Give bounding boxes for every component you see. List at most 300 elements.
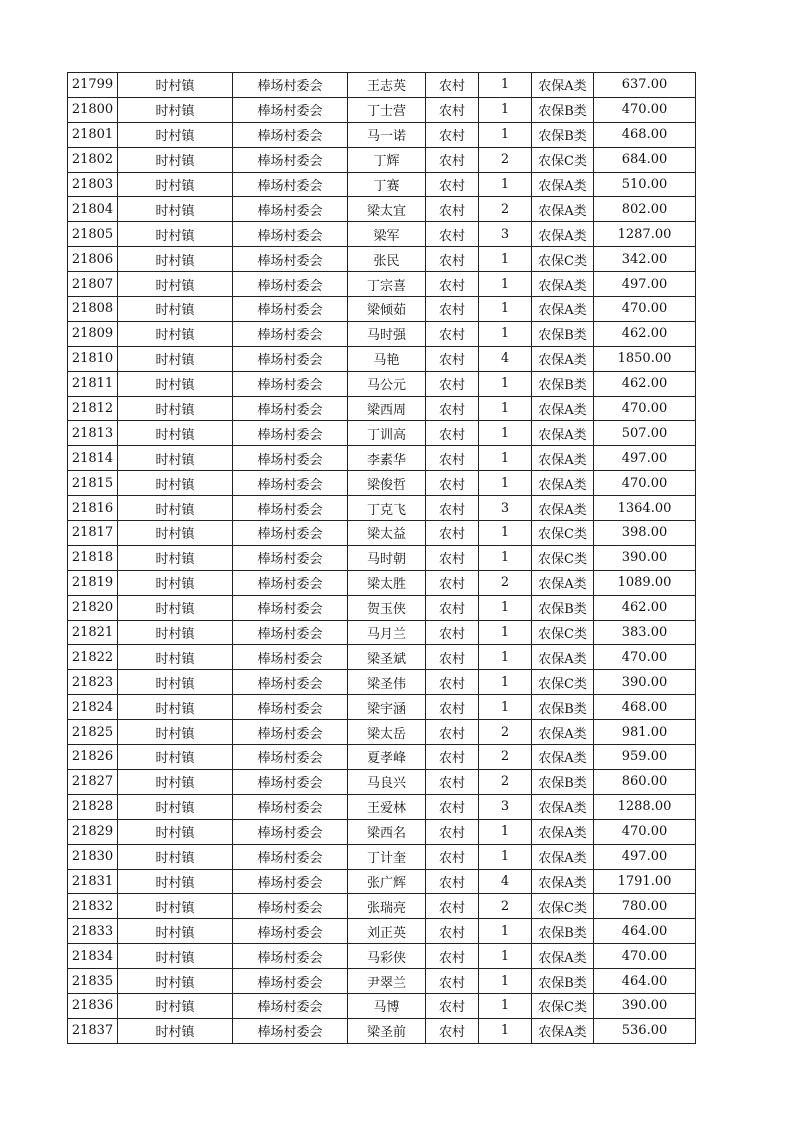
amount-cell: 510.00 bbox=[594, 172, 696, 197]
member-count-cell: 1 bbox=[479, 321, 532, 346]
town-cell: 时村镇 bbox=[118, 122, 233, 147]
person-name-cell: 丁辉 bbox=[348, 147, 426, 172]
person-name-cell: 梁圣前 bbox=[348, 1018, 426, 1043]
member-count-cell: 2 bbox=[479, 197, 532, 222]
member-count-cell: 1 bbox=[479, 272, 532, 297]
record-id-cell: 21832 bbox=[68, 894, 118, 919]
town-cell: 时村镇 bbox=[118, 645, 233, 670]
town-cell: 时村镇 bbox=[118, 346, 233, 371]
table-row bbox=[68, 521, 696, 546]
table-row bbox=[68, 595, 696, 620]
household-type-cell: 农村 bbox=[426, 844, 479, 869]
member-count-cell: 1 bbox=[479, 695, 532, 720]
household-type-cell: 农村 bbox=[426, 570, 479, 595]
person-name-cell: 马公元 bbox=[348, 371, 426, 396]
amount-cell: 462.00 bbox=[594, 595, 696, 620]
table-row bbox=[68, 247, 696, 272]
insurance-category-cell: 农保A类 bbox=[532, 570, 594, 595]
record-id-cell: 21820 bbox=[68, 595, 118, 620]
insurance-category-cell: 农保B类 bbox=[532, 371, 594, 396]
person-name-cell: 马彩侠 bbox=[348, 944, 426, 969]
town-cell: 时村镇 bbox=[118, 969, 233, 994]
amount-cell: 860.00 bbox=[594, 769, 696, 794]
town-cell: 时村镇 bbox=[118, 272, 233, 297]
person-name-cell: 丁赛 bbox=[348, 172, 426, 197]
person-name-cell: 梁太宜 bbox=[348, 197, 426, 222]
insurance-category-cell: 农保A类 bbox=[532, 197, 594, 222]
person-name-cell: 马良兴 bbox=[348, 769, 426, 794]
table-row bbox=[68, 272, 696, 297]
table-row bbox=[68, 371, 696, 396]
record-id-cell: 21799 bbox=[68, 73, 118, 98]
village-committee-cell: 棒场村委会 bbox=[233, 321, 348, 346]
member-count-cell: 1 bbox=[479, 521, 532, 546]
insurance-category-cell: 农保B类 bbox=[532, 122, 594, 147]
village-committee-cell: 棒场村委会 bbox=[233, 869, 348, 894]
member-count-cell: 1 bbox=[479, 645, 532, 670]
household-type-cell: 农村 bbox=[426, 147, 479, 172]
household-type-cell: 农村 bbox=[426, 471, 479, 496]
member-count-cell: 3 bbox=[479, 496, 532, 521]
town-cell: 时村镇 bbox=[118, 620, 233, 645]
amount-cell: 464.00 bbox=[594, 919, 696, 944]
insurance-category-cell: 农保A类 bbox=[532, 720, 594, 745]
household-type-cell: 农村 bbox=[426, 297, 479, 322]
amount-cell: 390.00 bbox=[594, 545, 696, 570]
amount-cell: 1287.00 bbox=[594, 222, 696, 247]
member-count-cell: 1 bbox=[479, 819, 532, 844]
person-name-cell: 丁计奎 bbox=[348, 844, 426, 869]
amount-cell: 497.00 bbox=[594, 446, 696, 471]
record-id-cell: 21803 bbox=[68, 172, 118, 197]
insurance-category-cell: 农保A类 bbox=[532, 272, 594, 297]
village-committee-cell: 棒场村委会 bbox=[233, 620, 348, 645]
member-count-cell: 1 bbox=[479, 944, 532, 969]
insurance-category-cell: 农保C类 bbox=[532, 521, 594, 546]
member-count-cell: 1 bbox=[479, 620, 532, 645]
household-type-cell: 农村 bbox=[426, 720, 479, 745]
household-type-cell: 农村 bbox=[426, 73, 479, 98]
village-committee-cell: 棒场村委会 bbox=[233, 993, 348, 1018]
record-id-cell: 21818 bbox=[68, 545, 118, 570]
household-type-cell: 农村 bbox=[426, 894, 479, 919]
insurance-category-cell: 农保C类 bbox=[532, 247, 594, 272]
person-name-cell: 梁圣伟 bbox=[348, 670, 426, 695]
record-id-cell: 21813 bbox=[68, 421, 118, 446]
member-count-cell: 3 bbox=[479, 794, 532, 819]
member-count-cell: 1 bbox=[479, 919, 532, 944]
household-type-cell: 农村 bbox=[426, 521, 479, 546]
member-count-cell: 2 bbox=[479, 570, 532, 595]
village-committee-cell: 棒场村委会 bbox=[233, 97, 348, 122]
village-committee-cell: 棒场村委会 bbox=[233, 944, 348, 969]
insurance-category-cell: 农保A类 bbox=[532, 172, 594, 197]
household-type-cell: 农村 bbox=[426, 197, 479, 222]
table-row bbox=[68, 321, 696, 346]
town-cell: 时村镇 bbox=[118, 446, 233, 471]
household-type-cell: 农村 bbox=[426, 769, 479, 794]
record-id-cell: 21822 bbox=[68, 645, 118, 670]
member-count-cell: 2 bbox=[479, 147, 532, 172]
record-id-cell: 21826 bbox=[68, 745, 118, 770]
town-cell: 时村镇 bbox=[118, 944, 233, 969]
household-type-cell: 农村 bbox=[426, 919, 479, 944]
household-type-cell: 农村 bbox=[426, 272, 479, 297]
person-name-cell: 张瑞亮 bbox=[348, 894, 426, 919]
table-row bbox=[68, 222, 696, 247]
household-type-cell: 农村 bbox=[426, 944, 479, 969]
table-row bbox=[68, 396, 696, 421]
record-id-cell: 21806 bbox=[68, 247, 118, 272]
insurance-category-cell: 农保C类 bbox=[532, 894, 594, 919]
town-cell: 时村镇 bbox=[118, 894, 233, 919]
village-committee-cell: 棒场村委会 bbox=[233, 371, 348, 396]
insurance-category-cell: 农保A类 bbox=[532, 496, 594, 521]
record-id-cell: 21824 bbox=[68, 695, 118, 720]
household-type-cell: 农村 bbox=[426, 321, 479, 346]
table-row bbox=[68, 545, 696, 570]
table-row bbox=[68, 819, 696, 844]
village-committee-cell: 棒场村委会 bbox=[233, 1018, 348, 1043]
member-count-cell: 1 bbox=[479, 1018, 532, 1043]
village-committee-cell: 棒场村委会 bbox=[233, 421, 348, 446]
village-committee-cell: 棒场村委会 bbox=[233, 247, 348, 272]
table-row bbox=[68, 346, 696, 371]
amount-cell: 637.00 bbox=[594, 73, 696, 98]
person-name-cell: 丁宗喜 bbox=[348, 272, 426, 297]
village-committee-cell: 棒场村委会 bbox=[233, 446, 348, 471]
household-type-cell: 农村 bbox=[426, 446, 479, 471]
amount-cell: 390.00 bbox=[594, 670, 696, 695]
village-committee-cell: 棒场村委会 bbox=[233, 919, 348, 944]
town-cell: 时村镇 bbox=[118, 844, 233, 869]
amount-cell: 470.00 bbox=[594, 97, 696, 122]
amount-cell: 390.00 bbox=[594, 993, 696, 1018]
amount-cell: 383.00 bbox=[594, 620, 696, 645]
amount-cell: 398.00 bbox=[594, 521, 696, 546]
town-cell: 时村镇 bbox=[118, 371, 233, 396]
record-id-cell: 21815 bbox=[68, 471, 118, 496]
village-committee-cell: 棒场村委会 bbox=[233, 720, 348, 745]
table-row bbox=[68, 620, 696, 645]
town-cell: 时村镇 bbox=[118, 496, 233, 521]
town-cell: 时村镇 bbox=[118, 819, 233, 844]
amount-cell: 684.00 bbox=[594, 147, 696, 172]
town-cell: 时村镇 bbox=[118, 421, 233, 446]
person-name-cell: 张民 bbox=[348, 247, 426, 272]
village-committee-cell: 棒场村委会 bbox=[233, 819, 348, 844]
record-id-cell: 21808 bbox=[68, 297, 118, 322]
table-row bbox=[68, 670, 696, 695]
member-count-cell: 1 bbox=[479, 670, 532, 695]
household-type-cell: 农村 bbox=[426, 869, 479, 894]
village-committee-cell: 棒场村委会 bbox=[233, 670, 348, 695]
insurance-category-cell: 农保B类 bbox=[532, 97, 594, 122]
table-row bbox=[68, 446, 696, 471]
member-count-cell: 3 bbox=[479, 222, 532, 247]
insurance-category-cell: 农保B类 bbox=[532, 969, 594, 994]
village-committee-cell: 棒场村委会 bbox=[233, 471, 348, 496]
household-type-cell: 农村 bbox=[426, 172, 479, 197]
member-count-cell: 1 bbox=[479, 122, 532, 147]
amount-cell: 342.00 bbox=[594, 247, 696, 272]
insurance-category-cell: 农保A类 bbox=[532, 297, 594, 322]
town-cell: 时村镇 bbox=[118, 73, 233, 98]
amount-cell: 462.00 bbox=[594, 321, 696, 346]
village-committee-cell: 棒场村委会 bbox=[233, 595, 348, 620]
table-row bbox=[68, 869, 696, 894]
member-count-cell: 1 bbox=[479, 545, 532, 570]
amount-cell: 507.00 bbox=[594, 421, 696, 446]
record-id-cell: 21807 bbox=[68, 272, 118, 297]
insurance-category-cell: 农保A类 bbox=[532, 869, 594, 894]
person-name-cell: 梁军 bbox=[348, 222, 426, 247]
record-id-cell: 21830 bbox=[68, 844, 118, 869]
insurance-category-cell: 农保C类 bbox=[532, 670, 594, 695]
person-name-cell: 丁训高 bbox=[348, 421, 426, 446]
village-committee-cell: 棒场村委会 bbox=[233, 73, 348, 98]
table-row bbox=[68, 695, 696, 720]
insurance-category-cell: 农保A类 bbox=[532, 844, 594, 869]
person-name-cell: 梁太益 bbox=[348, 521, 426, 546]
member-count-cell: 1 bbox=[479, 969, 532, 994]
insurance-category-cell: 农保B类 bbox=[532, 321, 594, 346]
table-row bbox=[68, 122, 696, 147]
record-id-cell: 21800 bbox=[68, 97, 118, 122]
town-cell: 时村镇 bbox=[118, 869, 233, 894]
village-committee-cell: 棒场村委会 bbox=[233, 147, 348, 172]
record-id-cell: 21828 bbox=[68, 794, 118, 819]
amount-cell: 470.00 bbox=[594, 819, 696, 844]
table-row bbox=[68, 745, 696, 770]
household-type-cell: 农村 bbox=[426, 595, 479, 620]
amount-cell: 959.00 bbox=[594, 745, 696, 770]
person-name-cell: 刘正英 bbox=[348, 919, 426, 944]
household-type-cell: 农村 bbox=[426, 396, 479, 421]
table-row bbox=[68, 794, 696, 819]
village-committee-cell: 棒场村委会 bbox=[233, 769, 348, 794]
person-name-cell: 尹翠兰 bbox=[348, 969, 426, 994]
record-id-cell: 21834 bbox=[68, 944, 118, 969]
amount-cell: 1288.00 bbox=[594, 794, 696, 819]
person-name-cell: 梁西名 bbox=[348, 819, 426, 844]
member-count-cell: 1 bbox=[479, 73, 532, 98]
town-cell: 时村镇 bbox=[118, 521, 233, 546]
record-id-cell: 21809 bbox=[68, 321, 118, 346]
household-type-cell: 农村 bbox=[426, 371, 479, 396]
household-type-cell: 农村 bbox=[426, 819, 479, 844]
member-count-cell: 1 bbox=[479, 993, 532, 1018]
person-name-cell: 夏孝峰 bbox=[348, 745, 426, 770]
amount-cell: 470.00 bbox=[594, 645, 696, 670]
table-row bbox=[68, 421, 696, 446]
household-type-cell: 农村 bbox=[426, 346, 479, 371]
insurance-category-cell: 农保A类 bbox=[532, 222, 594, 247]
person-name-cell: 梁倾茹 bbox=[348, 297, 426, 322]
amount-cell: 462.00 bbox=[594, 371, 696, 396]
town-cell: 时村镇 bbox=[118, 570, 233, 595]
record-id-cell: 21814 bbox=[68, 446, 118, 471]
table-row bbox=[68, 993, 696, 1018]
person-name-cell: 马月兰 bbox=[348, 620, 426, 645]
town-cell: 时村镇 bbox=[118, 745, 233, 770]
town-cell: 时村镇 bbox=[118, 471, 233, 496]
town-cell: 时村镇 bbox=[118, 919, 233, 944]
person-name-cell: 马时强 bbox=[348, 321, 426, 346]
household-type-cell: 农村 bbox=[426, 496, 479, 521]
record-id-cell: 21825 bbox=[68, 720, 118, 745]
record-id-cell: 21819 bbox=[68, 570, 118, 595]
person-name-cell: 梁西周 bbox=[348, 396, 426, 421]
village-committee-cell: 棒场村委会 bbox=[233, 645, 348, 670]
village-committee-cell: 棒场村委会 bbox=[233, 496, 348, 521]
insurance-category-cell: 农保B类 bbox=[532, 919, 594, 944]
amount-cell: 1791.00 bbox=[594, 869, 696, 894]
person-name-cell: 梁太胜 bbox=[348, 570, 426, 595]
member-count-cell: 1 bbox=[479, 97, 532, 122]
village-committee-cell: 棒场村委会 bbox=[233, 894, 348, 919]
table-row bbox=[68, 471, 696, 496]
amount-cell: 470.00 bbox=[594, 396, 696, 421]
village-committee-cell: 棒场村委会 bbox=[233, 745, 348, 770]
insurance-category-cell: 农保A类 bbox=[532, 73, 594, 98]
record-id-cell: 21829 bbox=[68, 819, 118, 844]
table-row bbox=[68, 1018, 696, 1043]
amount-cell: 536.00 bbox=[594, 1018, 696, 1043]
household-type-cell: 农村 bbox=[426, 645, 479, 670]
village-committee-cell: 棒场村委会 bbox=[233, 969, 348, 994]
insurance-category-cell: 农保A类 bbox=[532, 645, 594, 670]
record-id-cell: 21805 bbox=[68, 222, 118, 247]
table-row bbox=[68, 73, 696, 98]
table-body bbox=[68, 73, 696, 1044]
member-count-cell: 1 bbox=[479, 446, 532, 471]
household-type-cell: 农村 bbox=[426, 620, 479, 645]
person-name-cell: 丁士营 bbox=[348, 97, 426, 122]
village-committee-cell: 棒场村委会 bbox=[233, 695, 348, 720]
record-id-cell: 21821 bbox=[68, 620, 118, 645]
table-row bbox=[68, 496, 696, 521]
member-count-cell: 1 bbox=[479, 844, 532, 869]
person-name-cell: 梁太岳 bbox=[348, 720, 426, 745]
town-cell: 时村镇 bbox=[118, 222, 233, 247]
insurance-category-cell: 农保A类 bbox=[532, 819, 594, 844]
insurance-category-cell: 农保A类 bbox=[532, 396, 594, 421]
table-row bbox=[68, 720, 696, 745]
record-id-cell: 21804 bbox=[68, 197, 118, 222]
insurance-category-cell: 农保C类 bbox=[532, 993, 594, 1018]
village-committee-cell: 棒场村委会 bbox=[233, 346, 348, 371]
village-committee-cell: 棒场村委会 bbox=[233, 197, 348, 222]
record-id-cell: 21833 bbox=[68, 919, 118, 944]
household-type-cell: 农村 bbox=[426, 1018, 479, 1043]
insurance-category-cell: 农保C类 bbox=[532, 545, 594, 570]
insurance-category-cell: 农保A类 bbox=[532, 944, 594, 969]
amount-cell: 468.00 bbox=[594, 695, 696, 720]
town-cell: 时村镇 bbox=[118, 670, 233, 695]
insurance-category-cell: 农保A类 bbox=[532, 745, 594, 770]
table-row bbox=[68, 969, 696, 994]
insurance-category-cell: 农保A类 bbox=[532, 794, 594, 819]
member-count-cell: 1 bbox=[479, 396, 532, 421]
person-name-cell: 王志英 bbox=[348, 73, 426, 98]
insurance-category-cell: 农保B类 bbox=[532, 595, 594, 620]
insurance-category-cell: 农保A类 bbox=[532, 346, 594, 371]
record-id-cell: 21817 bbox=[68, 521, 118, 546]
table-row bbox=[68, 844, 696, 869]
town-cell: 时村镇 bbox=[118, 769, 233, 794]
person-name-cell: 马艳 bbox=[348, 346, 426, 371]
record-id-cell: 21831 bbox=[68, 869, 118, 894]
person-name-cell: 贺玉侠 bbox=[348, 595, 426, 620]
town-cell: 时村镇 bbox=[118, 695, 233, 720]
household-type-cell: 农村 bbox=[426, 222, 479, 247]
record-id-cell: 21837 bbox=[68, 1018, 118, 1043]
record-id-cell: 21835 bbox=[68, 969, 118, 994]
village-committee-cell: 棒场村委会 bbox=[233, 570, 348, 595]
household-type-cell: 农村 bbox=[426, 794, 479, 819]
person-name-cell: 李素华 bbox=[348, 446, 426, 471]
person-name-cell: 张广辉 bbox=[348, 869, 426, 894]
town-cell: 时村镇 bbox=[118, 396, 233, 421]
amount-cell: 464.00 bbox=[594, 969, 696, 994]
record-id-cell: 21812 bbox=[68, 396, 118, 421]
town-cell: 时村镇 bbox=[118, 794, 233, 819]
household-type-cell: 农村 bbox=[426, 670, 479, 695]
amount-cell: 802.00 bbox=[594, 197, 696, 222]
amount-cell: 1089.00 bbox=[594, 570, 696, 595]
record-id-cell: 21823 bbox=[68, 670, 118, 695]
table-row bbox=[68, 172, 696, 197]
member-count-cell: 1 bbox=[479, 595, 532, 620]
village-committee-cell: 棒场村委会 bbox=[233, 272, 348, 297]
village-committee-cell: 棒场村委会 bbox=[233, 794, 348, 819]
town-cell: 时村镇 bbox=[118, 545, 233, 570]
town-cell: 时村镇 bbox=[118, 197, 233, 222]
member-count-cell: 2 bbox=[479, 894, 532, 919]
member-count-cell: 1 bbox=[479, 247, 532, 272]
town-cell: 时村镇 bbox=[118, 297, 233, 322]
household-type-cell: 农村 bbox=[426, 122, 479, 147]
person-name-cell: 马博 bbox=[348, 993, 426, 1018]
relief-roster-table bbox=[67, 72, 696, 1044]
amount-cell: 497.00 bbox=[594, 844, 696, 869]
member-count-cell: 1 bbox=[479, 421, 532, 446]
member-count-cell: 1 bbox=[479, 471, 532, 496]
village-committee-cell: 棒场村委会 bbox=[233, 297, 348, 322]
member-count-cell: 2 bbox=[479, 745, 532, 770]
household-type-cell: 农村 bbox=[426, 97, 479, 122]
insurance-category-cell: 农保A类 bbox=[532, 471, 594, 496]
amount-cell: 468.00 bbox=[594, 122, 696, 147]
household-type-cell: 农村 bbox=[426, 545, 479, 570]
table-row bbox=[68, 197, 696, 222]
village-committee-cell: 棒场村委会 bbox=[233, 172, 348, 197]
town-cell: 时村镇 bbox=[118, 97, 233, 122]
table-row bbox=[68, 919, 696, 944]
village-committee-cell: 棒场村委会 bbox=[233, 844, 348, 869]
amount-cell: 497.00 bbox=[594, 272, 696, 297]
person-name-cell: 梁俊哲 bbox=[348, 471, 426, 496]
insurance-category-cell: 农保A类 bbox=[532, 1018, 594, 1043]
town-cell: 时村镇 bbox=[118, 321, 233, 346]
household-type-cell: 农村 bbox=[426, 421, 479, 446]
person-name-cell: 丁克飞 bbox=[348, 496, 426, 521]
town-cell: 时村镇 bbox=[118, 595, 233, 620]
table-row bbox=[68, 570, 696, 595]
town-cell: 时村镇 bbox=[118, 720, 233, 745]
amount-cell: 470.00 bbox=[594, 471, 696, 496]
